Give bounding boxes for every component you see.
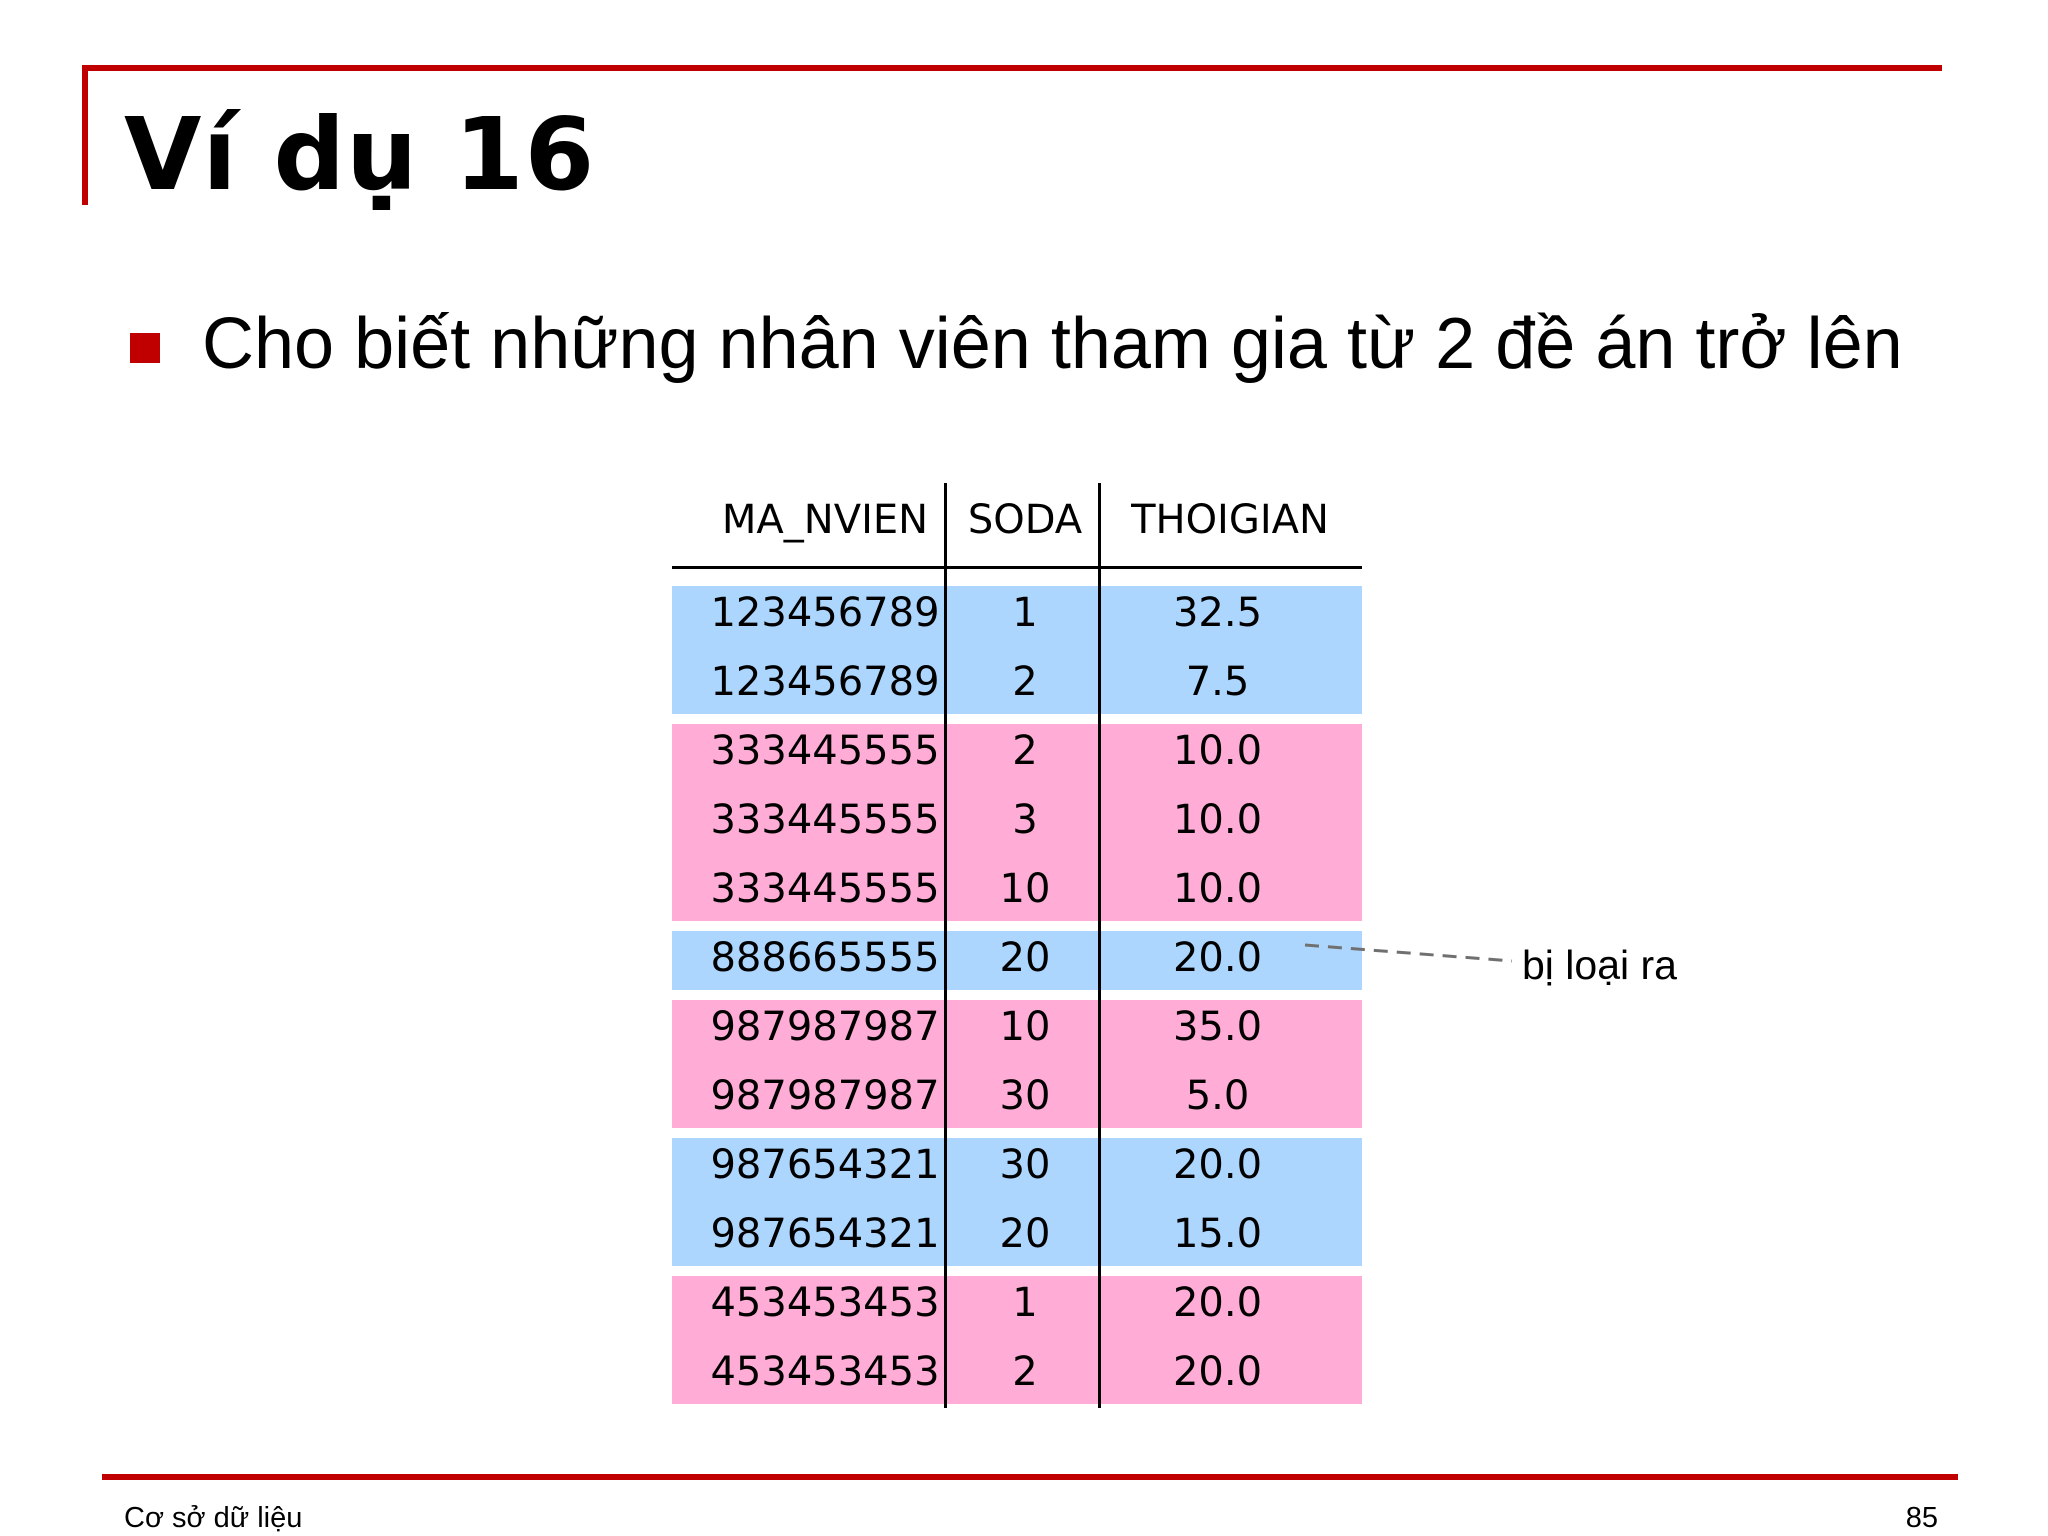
cell-soda: 3: [1012, 797, 1038, 843]
cell-thoigian: 20.0: [1172, 935, 1263, 981]
slide-title: Ví dụ 16: [124, 96, 596, 213]
cell-soda: 2: [1012, 659, 1038, 705]
header-soda: SODA: [967, 497, 1083, 543]
cell-ma-nvien: 987654321: [710, 1211, 940, 1257]
cell-ma-nvien: 987987987: [710, 1073, 940, 1119]
cell-thoigian: 10.0: [1172, 797, 1263, 843]
cell-ma-nvien: 333445555: [710, 797, 940, 843]
cell-soda: 2: [1012, 728, 1038, 774]
header-thoigian: THOIGIAN: [1131, 497, 1329, 543]
cell-soda: 10: [999, 1004, 1051, 1050]
cell-ma-nvien: 333445555: [710, 728, 940, 774]
cell-soda: 10: [999, 866, 1051, 912]
header-ma-nvien: MA_NVIEN: [721, 497, 929, 543]
cell-soda: 1: [1012, 590, 1038, 636]
cell-thoigian: 35.0: [1172, 1004, 1263, 1050]
cell-ma-nvien: 987654321: [710, 1142, 940, 1188]
cell-soda: 30: [999, 1073, 1051, 1119]
cell-ma-nvien: 453453453: [710, 1349, 940, 1395]
footer-course-name: Cơ sở dữ liệu: [124, 1502, 303, 1534]
bullet-text: Cho biết những nhân viên tham gia từ 2 đề án trở lên: [202, 304, 1903, 384]
cell-thoigian: 10.0: [1172, 866, 1263, 912]
cell-thoigian: 32.5: [1172, 590, 1263, 636]
cell-ma-nvien: 987987987: [710, 1004, 940, 1050]
cell-thoigian: 20.0: [1172, 1280, 1263, 1326]
footer-rule: [102, 1474, 1958, 1480]
cell-soda: 20: [999, 935, 1051, 981]
cell-thoigian: 15.0: [1172, 1211, 1263, 1257]
cell-ma-nvien: 123456789: [710, 659, 940, 705]
cell-thoigian: 20.0: [1172, 1142, 1263, 1188]
cell-soda: 1: [1012, 1280, 1038, 1326]
page-number: 85: [1905, 1502, 1938, 1534]
cell-ma-nvien: 888665555: [710, 935, 940, 981]
cell-thoigian: 10.0: [1172, 728, 1263, 774]
cell-ma-nvien: 453453453: [710, 1280, 940, 1326]
cell-thoigian: 7.5: [1185, 659, 1250, 705]
cell-thoigian: 5.0: [1185, 1073, 1250, 1119]
cell-thoigian: 20.0: [1172, 1349, 1263, 1395]
cell-ma-nvien: 333445555: [710, 866, 940, 912]
cell-ma-nvien: 123456789: [710, 590, 940, 636]
cell-soda: 20: [999, 1211, 1051, 1257]
cell-soda: 2: [1012, 1349, 1038, 1395]
excluded-note: bị loại ra: [1522, 942, 1677, 988]
cell-soda: 30: [999, 1142, 1051, 1188]
